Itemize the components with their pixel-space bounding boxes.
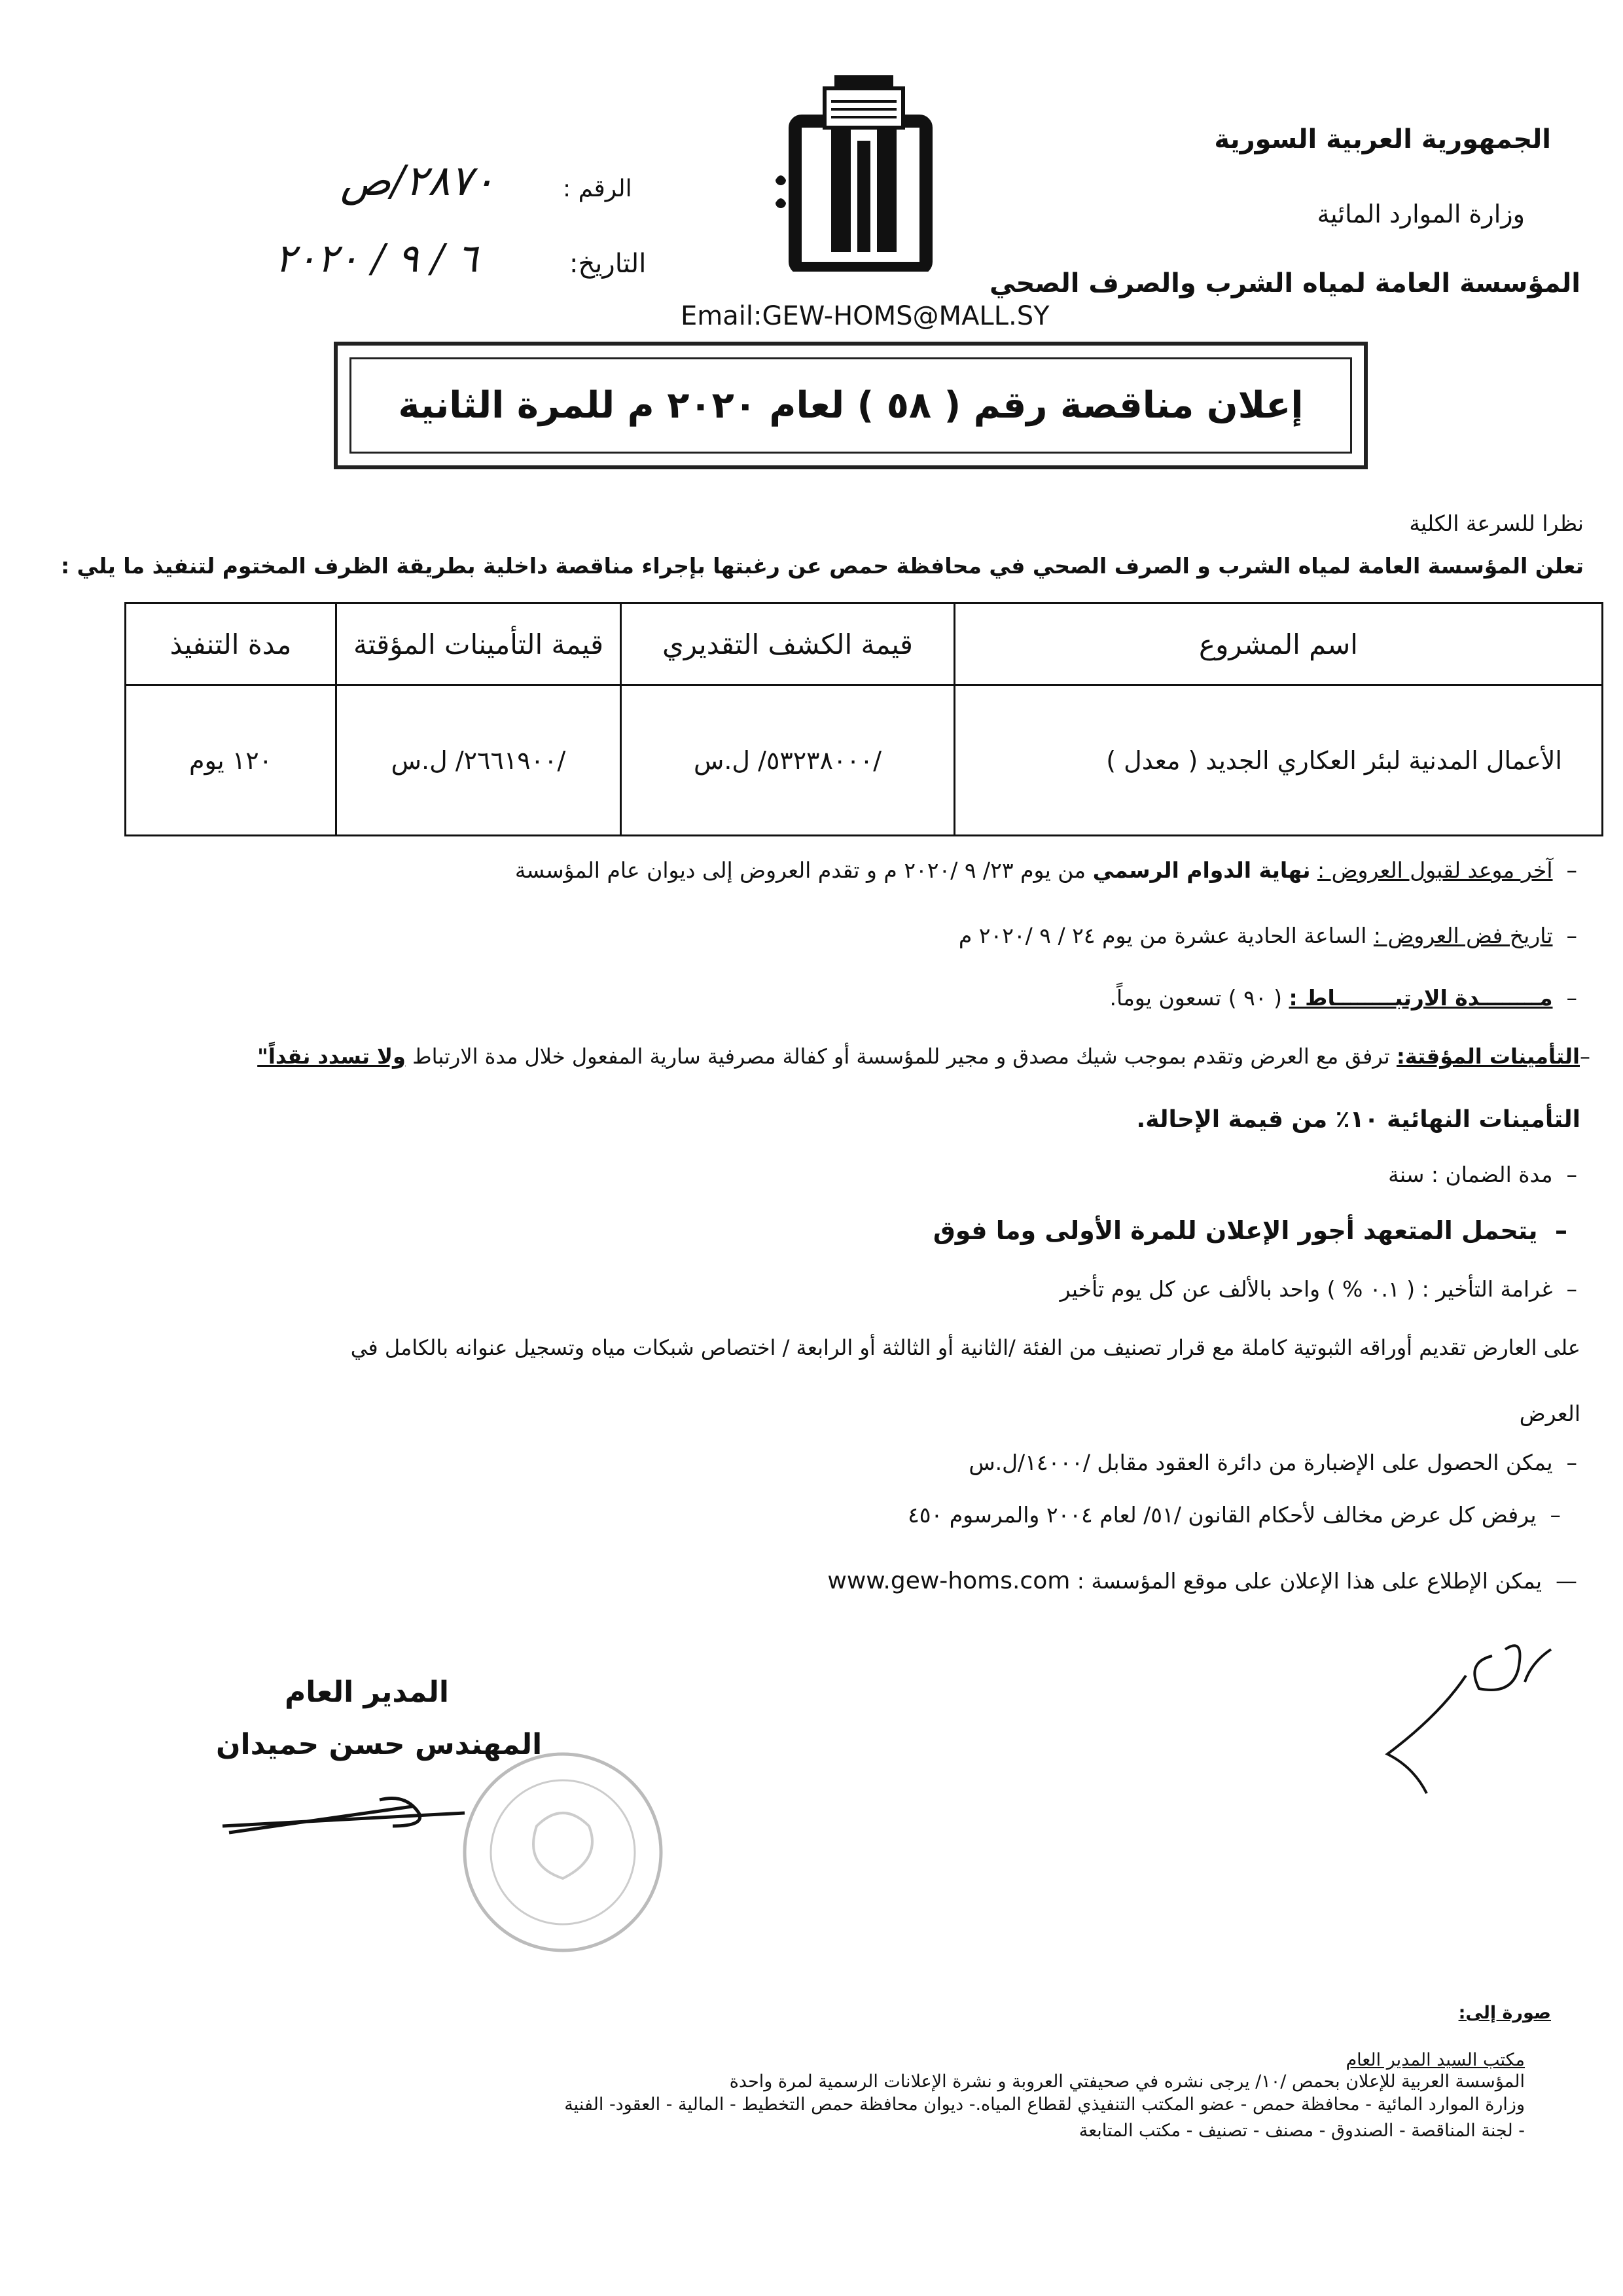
dossier-item: – يمكن الحصول على الإضبارة من دائرة العقود مقابل /١٤٠٠٠/ل.س [969,1450,1577,1475]
col-project-name: اسم المشروع [955,603,1603,685]
date-label: التاريخ: [569,249,647,279]
manager-signature [1348,1623,1558,1820]
email-address: Email:GEW-HOMS@MALL.SY [681,301,1050,331]
tender-title: إعلان مناقصة رقم ( ٥٨ ) لعام ٢٠٢٠ م للمرة الثانية [349,357,1352,454]
project-estimate: /٥٣٢٣٨٠٠٠/ ل.س [621,685,955,836]
deadline-item: – آخر موعد لقبول العروض : نهاية الدوام الرسمي من يوم ٢٣/ ٩ /٢٠٢٠ م و تقدم العروض إلى ديوان عام المؤسسة [514,857,1577,883]
table-header-row [126,603,1603,685]
copies-line-3: وزارة الموارد المائية - محافظة حمص - عضو المكتب التنفيذي لقطاع المياه.- ديوان محافظة حمص التخطيط - المالية - العقود- الفنية [564,2094,1525,2115]
signature-role: المدير العام [285,1676,449,1709]
copies-line-2: المؤسسة العربية للإعلان بحمص /١٠/ يرجى نشره في صحيفتي العروبة و نشرة الإعلانات الرسمية لمرة واحدة [729,2072,1525,2092]
col-temp-insurance: قيمة التأمينات المؤقتة [336,603,621,685]
intro-line: تعلن المؤسسة العامة لمياه الشرب و الصرف الصحي في محافظة حمص عن رغبتها بإجراء مناقصة داخلية بطريقة الظرف المختوم لتنفيذ ما يلي : [60,553,1584,579]
signature-name: المهندس حسن حميدان [216,1728,543,1761]
final-insurance: التأمينات النهائية ١٠٪ من قيمة الإحالة. [1136,1106,1580,1133]
temp-ins-end: ولا تسدد نقداً" [257,1044,406,1069]
urgency-note: نظرا للسرعة الكلية [1409,511,1584,536]
ad-costs-item: – يتحمل المتعهد أجور الإعلان للمرة الأولى وما فوق [933,1216,1567,1245]
ref-label: الرقم : [563,175,632,202]
deadline-bold: نهاية الدوام الرسمي [1092,857,1311,883]
col-duration: مدة التنفيذ [126,603,336,685]
website-item: — يمكن الإطلاع على هذا الإعلان على موقع المؤسسة : www.gew-homs.com [827,1568,1577,1594]
date-value: ٦ / ٩ / ٢٠٢٠ [275,236,478,281]
dossier-text: يمكن الحصول على الإضبارة من دائرة العقود مقابل /١٤٠٠٠/ل.س [969,1450,1553,1475]
title-frame [334,342,1368,469]
col-estimate: قيمة الكشف التقديري [621,603,955,685]
deadline-rest: من يوم ٢٣/ ٩ /٢٠٢٠ م و تقدم العروض إلى ديوان عام المؤسسة [514,857,1086,883]
penalty-item: – غرامة التأخير : ( ٠.١ % ) واحد بالألف عن كل يوم تأخير [1060,1276,1577,1302]
signature-scribble [216,1787,478,1846]
warranty-item: – مدة الضمان : سنة [1388,1162,1577,1187]
opening-item: – تاريخ فض العروض : الساعة الحادية عشرة من يوم ٢٤ / ٩ /٢٠٢٠ م [958,923,1577,948]
temp-ins-rest: ترفق مع العرض وتقدم بموجب شيك مصدق و مجير للمؤسسة أو كفالة مصرفية سارية المفعول خلال مدة الارتباط [412,1044,1390,1069]
reject-item: – يرفض كل عرض مخالف لأحكام القانون /٥١/ لعام ٢٠٠٤ والمرسوم ٤٥٠ [908,1502,1561,1528]
reject-text: يرفض كل عرض مخالف لأحكام القانون /٥١/ لعام ٢٠٠٤ والمرسوم ٤٥٠ [908,1502,1537,1528]
project-table [124,602,1603,836]
temp-ins-label: التأمينات المؤقتة: [1396,1044,1580,1069]
copies-line-1: مكتب السيد المدير العام [1346,2050,1525,2070]
opening-rest: الساعة الحادية عشرة من يوم ٢٤ / ٩ /٢٠٢٠ م [958,923,1367,948]
bidder-line-2: العرض [1519,1401,1580,1426]
bidder-line-1: على العارض تقديم أوراقه الثبوتية كاملة مع قرار تصنيف من الفئة /الثانية أو الثالثة أو الرابعة / اختصاص شبكات مياه وتسجيل عنوانه بالكامل في [350,1335,1580,1360]
warranty-text: مدة الضمان : سنة [1388,1162,1553,1187]
ref-value: ٢٨٧٠/ص [340,157,495,206]
official-stamp [458,1748,668,1957]
copies-title: صورة إلى: [1458,2003,1551,2023]
project-duration: ١٢٠ يوم [126,685,336,836]
copies-line-4: - لجنة المناقصة - الصندوق - مصنف - تصنيف - مكتب المتابعة [1079,2121,1525,2141]
table-row [126,685,1603,836]
project-name: الأعمال المدنية لبئر العكاري الجديد ( معدل ) [955,685,1603,836]
establishment-logo [762,62,965,272]
commitment-rest: ( ٩٠ ) تسعون يوماً. [1109,985,1282,1011]
country-name: الجمهورية العربية السورية [1214,124,1551,154]
project-temp-insurance: /٢٦٦١٩٠٠/ ل.س [336,685,621,836]
website-url: www.gew-homs.com [827,1568,1071,1594]
temp-insurance-item: –التأمينات المؤقتة: ترفق مع العرض وتقدم بموجب شيك مصدق و مجير للمؤسسة أو كفالة مصرفية سارية المفعول خلال مدة الارتباط ولا تسدد نقداً" [257,1044,1590,1069]
website-text: يمكن الإطلاع على هذا الإعلان على موقع المؤسسة : [1077,1568,1543,1594]
ad-costs-text: يتحمل المتعهد أجور الإعلان للمرة الأولى وما فوق [933,1216,1538,1245]
commitment-item: – مــــــــدة الارتبــــــــاط : ( ٩٠ ) تسعون يوماً. [1109,985,1577,1011]
ministry-name: وزارة الموارد المائية [1317,200,1525,228]
opening-label: تاريخ فض العروض : [1373,923,1553,948]
deadline-label: آخر موعد لقبول العروض : [1317,857,1553,883]
establishment-name: المؤسسة العامة لمياه الشرب والصرف الصحي [989,268,1580,298]
commitment-label: مــــــــدة الارتبــــــــاط : [1289,985,1553,1011]
penalty-text: غرامة التأخير : ( ٠.١ % ) واحد بالألف عن كل يوم تأخير [1060,1276,1553,1302]
